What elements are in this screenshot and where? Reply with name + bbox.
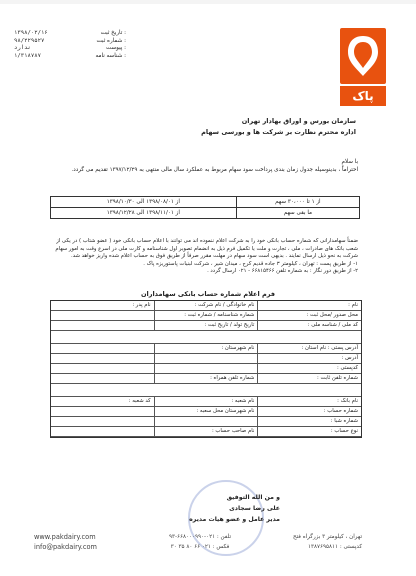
form-field[interactable] bbox=[51, 374, 154, 383]
form-row bbox=[51, 301, 361, 311]
form-row bbox=[51, 364, 361, 374]
form-field[interactable] bbox=[51, 364, 154, 373]
letter-meta bbox=[14, 30, 126, 60]
form-field[interactable]: نام شهرستان : bbox=[154, 344, 258, 353]
logo-text: پاک bbox=[340, 86, 386, 106]
form-field[interactable]: شماره تلفن همراه : bbox=[154, 374, 258, 383]
footer-address-line: تهران ، کیلومتر ۳ بزرگراه فتح bbox=[292, 534, 362, 540]
meta-row bbox=[14, 53, 126, 61]
meta-row bbox=[14, 30, 126, 38]
form-field[interactable] bbox=[51, 311, 154, 320]
form-field[interactable] bbox=[51, 407, 154, 416]
form-field[interactable]: نام صاحب حساب : bbox=[154, 427, 258, 436]
form-field[interactable] bbox=[154, 417, 258, 426]
form-field[interactable] bbox=[51, 427, 154, 436]
footer-address bbox=[242, 532, 362, 552]
bank-account-form bbox=[50, 300, 362, 438]
footer-web bbox=[34, 532, 97, 552]
form-field[interactable]: کد شعبه : bbox=[128, 398, 151, 404]
form-row bbox=[51, 311, 361, 321]
form-field[interactable]: آدرس پستی : نام استان : bbox=[257, 344, 361, 353]
form-field[interactable]: نام شعبه : bbox=[154, 397, 258, 406]
form-field[interactable]: آدرس : bbox=[257, 354, 361, 363]
form-field[interactable] bbox=[154, 354, 258, 363]
form-row bbox=[51, 344, 361, 354]
signature-name: علی رضا سجادی bbox=[229, 505, 280, 512]
address-line: سازمان بورس و اوراق بهادار تهران bbox=[241, 117, 356, 125]
dividend-schedule-table bbox=[50, 196, 360, 219]
meta-label: شناسه نامه : bbox=[95, 52, 126, 59]
form-row bbox=[51, 417, 361, 427]
form-separator bbox=[51, 331, 361, 344]
instruction-item: ۲- از طریق دور نگار : به شماره تلفن ۶۶۸۱۵۴۶۶ - ۰۲۱ ارسال گردد . bbox=[207, 268, 358, 275]
form-field[interactable]: شماره شبا : bbox=[257, 417, 361, 426]
logo-leaf-icon bbox=[340, 28, 386, 84]
website-link[interactable]: www.pakdairy.com bbox=[34, 533, 96, 541]
table-row bbox=[51, 208, 360, 219]
meta-label: شماره ثبت : bbox=[96, 37, 126, 44]
meta-value: ۹۸/۲۲۹۵۲۷ bbox=[14, 37, 45, 44]
table-cell-date: از ۱۳۹۸/۰۸/۰۱ الی ۱۳۹۸/۱۰/۳۰ bbox=[51, 197, 237, 208]
form-field[interactable]: نام : bbox=[257, 301, 361, 310]
salutation: با سلام bbox=[341, 159, 358, 165]
form-row bbox=[51, 407, 361, 417]
footer-phone: تلفن : ۰۲۱-۶۶۸۰۰۰۹۹۰-۹۳ bbox=[168, 534, 232, 540]
form-row bbox=[51, 321, 361, 331]
address-line: اداره محترم نظارت بر شرکت ها و بورسی سهام bbox=[201, 128, 356, 136]
form-field[interactable]: نوع حساب : bbox=[257, 427, 361, 436]
top-band bbox=[0, 0, 416, 4]
form-row bbox=[51, 374, 361, 384]
table-cell-range: از ۱ تا ۳۰،۰۰۰ سهم bbox=[236, 197, 359, 208]
form-field[interactable] bbox=[51, 417, 154, 426]
logo-mark bbox=[340, 28, 386, 84]
letter-footer bbox=[0, 530, 416, 576]
signature-title: مدیر عامل و عضو هیات مدیره bbox=[189, 516, 280, 523]
instruction-item: ۱- از طریق پست : تهران ، کیلومتر ۳ جاده قدیم کرج ، میدان شیر ، شرکت لبنیات پاستوریزه پاک . bbox=[143, 260, 358, 267]
form-field[interactable]: نام پدر : bbox=[132, 302, 151, 308]
table-cell-range: ما بقی سهم bbox=[236, 208, 359, 219]
meta-value: ۱۳۹۸/۰۲/۱۶ bbox=[14, 30, 48, 36]
form-field[interactable]: نام شهرستان محل سعبه : bbox=[154, 407, 258, 416]
footer-postal-code: کدپستی : ۱۳۸۷۶۹۵۸۱۱ bbox=[308, 544, 362, 550]
instructions-text: ضمناً سهامدارانی که شماره حساب بانکی خود را به شرکت اعلام ننموده اند می توانند با اعلام حساب بانکی خود ( عضو شتاب ) در یکی از شعب بانک های صادرات ، ملی ، تجارت و ملت یا تکمیل فرم ذیل به انضمام تصویر اول شناسنامه و کارت ملی در اسرع وقت به امور سهام شرکت به نحو ذیل ارسال نمایند . بدیهی است سود سهام در مهلت مقرر صرفاً از طریق فوق به حساب اعلام شده واریز خواهد شد. bbox=[55, 238, 358, 260]
meta-value: ندارد bbox=[14, 45, 31, 52]
form-field[interactable]: کدپستی : bbox=[257, 364, 361, 373]
form-row bbox=[51, 397, 361, 407]
form-field[interactable]: شماره تلفن ثابت : bbox=[257, 374, 361, 383]
email-link[interactable]: info@pakdairy.com bbox=[34, 543, 97, 551]
signature-block bbox=[170, 492, 280, 525]
form-field[interactable]: نام خانوادگی / نام شرکت : bbox=[154, 301, 258, 310]
meta-label: پیوست : bbox=[106, 45, 126, 52]
signature-line: و من الله التوفیق bbox=[226, 494, 280, 501]
form-row bbox=[51, 427, 361, 437]
table-cell-date: از ۱۳۹۸/۱۱/۰۱ الی ۱۳۹۸/۱۲/۲۸ bbox=[51, 208, 237, 219]
meta-row bbox=[14, 45, 126, 53]
form-field[interactable]: کد ملی / شناسه ملی : bbox=[257, 321, 361, 330]
meta-label: تاریخ ثبت : bbox=[100, 30, 126, 36]
form-field[interactable]: تاریخ تولد / تاریخ ثبت : bbox=[154, 321, 258, 330]
form-title: فرم اعلام شماره حساب بانکی سهامداران bbox=[140, 290, 276, 298]
form-field[interactable]: نام بانک : bbox=[257, 397, 361, 406]
instructions bbox=[48, 238, 358, 276]
form-field[interactable] bbox=[51, 321, 154, 330]
footer-fax: فکس : ۰۲۱ ۶۶ ۸۰ ۳۵ ۳۰ bbox=[170, 544, 230, 550]
body-text: احتراماً ، بدینوسیله جدول زمان بندی پرداخت سود سهام مربوط به عملکرد سال مالی منتهی به ۱۳۹۷/۱۲/۲۹ تقدیم می گردد. bbox=[71, 167, 358, 173]
form-field[interactable] bbox=[51, 344, 154, 353]
form-row bbox=[51, 354, 361, 364]
form-separator bbox=[51, 384, 361, 397]
letter-body bbox=[53, 158, 358, 174]
recipient-address bbox=[56, 116, 356, 138]
table-row bbox=[51, 197, 360, 208]
form-field[interactable]: شماره حساب : bbox=[257, 407, 361, 416]
pak-logo bbox=[340, 28, 386, 106]
form-field[interactable]: شماره شناسنامه / شماره ثبت : bbox=[154, 311, 258, 320]
meta-row bbox=[14, 38, 126, 46]
form-field[interactable] bbox=[154, 364, 258, 373]
meta-value: ۱/۳۱۸۷۸۷ bbox=[14, 52, 41, 59]
form-field[interactable]: محل صدور /محل ثبت : bbox=[257, 311, 361, 320]
form-field[interactable] bbox=[51, 354, 154, 363]
